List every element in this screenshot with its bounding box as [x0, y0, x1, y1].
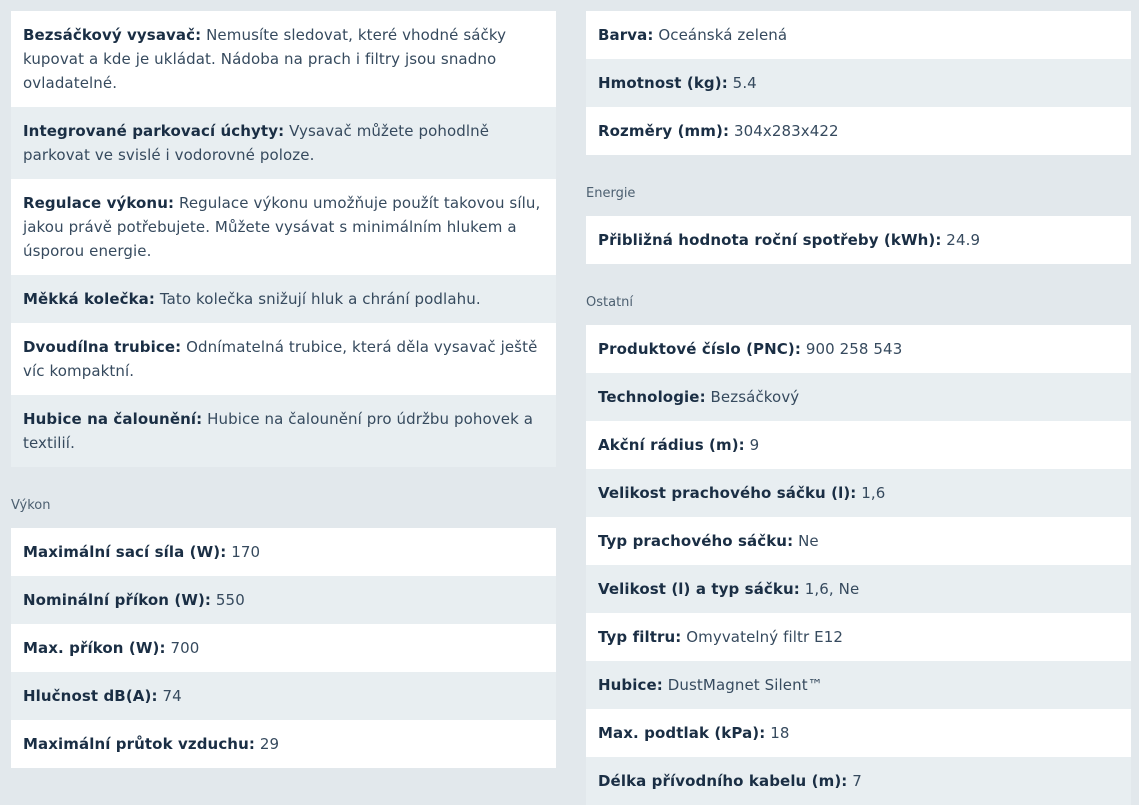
- left-column: [11, 11, 556, 768]
- section-title-energie: Energie: [586, 186, 636, 201]
- spec-key: Přibližná hodnota roční spotřeby (kWh):: [598, 231, 942, 249]
- spec-row: [586, 107, 1131, 155]
- spec-key: Maximální průtok vzduchu:: [23, 735, 255, 753]
- spec-value: Bezsáčkový: [710, 388, 800, 406]
- spec-key: Typ prachového sáčku:: [598, 532, 794, 550]
- spec-key: Délka přívodního kabelu (m):: [598, 772, 848, 790]
- feature-key: Dvoudílna trubice:: [23, 338, 182, 356]
- spec-key: Rozměry (mm):: [598, 122, 730, 140]
- spec-key: Hubice:: [598, 676, 663, 694]
- feature-row: [11, 179, 556, 275]
- spec-key: Maximální sací síla (W):: [23, 543, 227, 561]
- feature-value: Hubice na čalounění pro údržbu pohovek a textilií.: [23, 410, 534, 452]
- spec-value: 29: [259, 735, 280, 753]
- feature-key: Měkká kolečka:: [23, 290, 155, 308]
- spec-row: [11, 528, 556, 576]
- feature-row: [11, 395, 556, 467]
- spec-value: 9: [749, 436, 760, 454]
- spec-row: [11, 672, 556, 720]
- spec-value: 7: [852, 772, 862, 790]
- feature-row: [11, 107, 556, 179]
- spec-value: Ne: [798, 532, 819, 550]
- spec-row: [586, 421, 1131, 469]
- spec-key: Produktové číslo (PNC):: [598, 340, 801, 358]
- spec-value: Oceánská zelená: [658, 26, 788, 44]
- spec-row: [11, 720, 556, 768]
- spec-key: Hmotnost (kg):: [598, 74, 728, 92]
- spec-row: [586, 565, 1131, 613]
- spec-value: 74: [162, 687, 182, 705]
- spec-key: Velikost prachového sáčku (l):: [598, 484, 857, 502]
- spec-value: 1,6, Ne: [804, 580, 860, 598]
- spec-value: DustMagnet Silent™: [667, 676, 823, 694]
- spec-row: [586, 11, 1131, 59]
- spec-row: [11, 576, 556, 624]
- spec-row: [586, 613, 1131, 661]
- spec-row: [586, 373, 1131, 421]
- section-title-vykon: Výkon: [11, 498, 51, 513]
- section-title-ostatni: Ostatní: [586, 295, 634, 310]
- spec-value: 18: [770, 724, 790, 742]
- spec-row: [586, 469, 1131, 517]
- feature-row: [11, 275, 556, 323]
- feature-value: Regulace výkonu umožňuje použít takovou sílu, jakou právě potřebujete. Můžete vysávat s minimálním hlukem a úsporou energie.: [23, 194, 541, 260]
- spec-key: Max. podtlak (kPa):: [598, 724, 766, 742]
- spec-value: 1,6: [861, 484, 886, 502]
- spec-value: 304x283x422: [733, 122, 839, 140]
- spec-key: Max. příkon (W):: [23, 639, 166, 657]
- feature-value: Vysavač můžete pohodlně parkovat ve svislé i vodorovné poloze.: [23, 122, 490, 164]
- feature-value: Odnímatelná trubice, která děla vysavač ještě víc kompaktní.: [23, 338, 538, 380]
- feature-key: Regulace výkonu:: [23, 194, 175, 212]
- feature-row: [11, 323, 556, 395]
- feature-value: Nemusíte sledovat, které vhodné sáčky kupovat a kde je ukládat. Nádoba na prach i filtry jsou snadno ovladatelné.: [23, 26, 507, 92]
- spec-value: 550: [215, 591, 245, 609]
- feature-key: Hubice na čalounění:: [23, 410, 203, 428]
- spec-value: Omyvatelný filtr E12: [686, 628, 844, 646]
- spec-key: Velikost (l) a typ sáčku:: [598, 580, 800, 598]
- spec-row: [586, 325, 1131, 373]
- feature-value: Tato kolečka snižují hluk a chrání podlahu.: [159, 290, 481, 308]
- spec-value: 24.9: [946, 231, 981, 249]
- spec-key: Nominální příkon (W):: [23, 591, 212, 609]
- spec-row: [586, 216, 1131, 264]
- spec-key: Typ filtru:: [598, 628, 682, 646]
- spec-key: Technologie:: [598, 388, 706, 406]
- right-column: [586, 11, 1131, 805]
- spec-row: [586, 59, 1131, 107]
- spec-key: Barva:: [598, 26, 654, 44]
- feature-key: Bezsáčkový vysavač:: [23, 26, 202, 44]
- spec-row: [586, 517, 1131, 565]
- spec-value: 5.4: [732, 74, 757, 92]
- spec-row: [586, 757, 1131, 805]
- spec-key: Hlučnost dB(A):: [23, 687, 158, 705]
- spec-key: Akční rádius (m):: [598, 436, 745, 454]
- spec-value: 700: [170, 639, 200, 657]
- spec-row: [586, 661, 1131, 709]
- feature-key: Integrované parkovací úchyty:: [23, 122, 285, 140]
- spec-row: [586, 709, 1131, 757]
- spec-value: 900 258 543: [805, 340, 903, 358]
- feature-row: [11, 11, 556, 107]
- spec-row: [11, 624, 556, 672]
- spec-value: 170: [231, 543, 261, 561]
